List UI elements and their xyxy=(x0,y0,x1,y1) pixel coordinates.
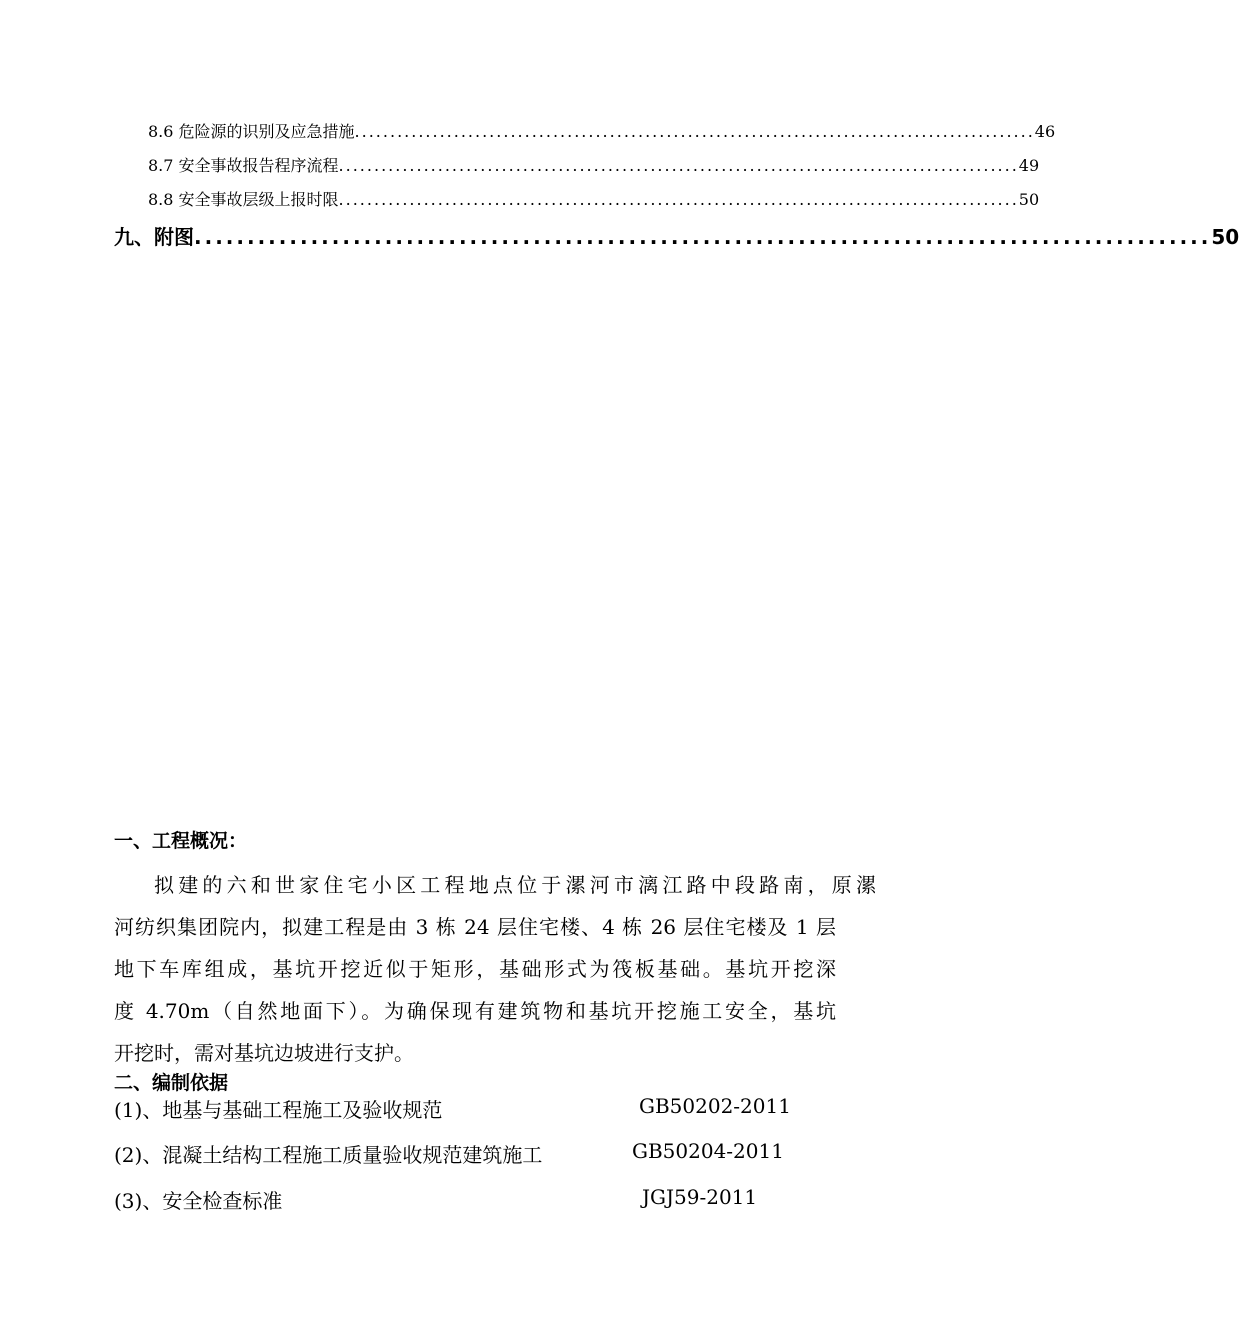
paragraph-line: 河纺织集团院内，拟建工程是由 3 栋 24 层住宅楼、4 栋 26 层住宅楼及 1 层 xyxy=(114,915,836,939)
toc-leader-dots: ................................................................................................ xyxy=(338,156,1019,175)
toc-leader-dots: ................................................................................................ xyxy=(354,122,1035,141)
basis-code: GB50202-2011 xyxy=(639,1094,791,1118)
section-heading: 二、编制依据 xyxy=(114,1072,229,1094)
toc-item[interactable] xyxy=(148,153,1040,176)
basis-code: JGJ59-2011 xyxy=(642,1185,758,1209)
toc-item[interactable] xyxy=(148,187,1040,210)
section-heading: 一、工程概况： xyxy=(114,830,248,852)
basis-code: GB50204-2011 xyxy=(632,1139,784,1163)
toc-item-label: 8.8 安全事故层级上报时限 xyxy=(148,190,339,209)
basis-text: (2)、混凝土结构工程施工质量验收规范建筑施工 xyxy=(114,1143,543,1167)
paragraph-line: 开挖时，需对基坑边坡进行支护。 xyxy=(114,1041,414,1065)
basis-item xyxy=(114,1094,836,1123)
toc-leader-dots: ................................................................................................ xyxy=(338,190,1019,209)
toc-leader-dots: ................................................................................................ xyxy=(194,225,1212,249)
basis-item xyxy=(114,1139,836,1168)
paragraph-line: 度 4.70m（自然地面下）。为确保现有建筑物和基坑开挖施工安全，基坑 xyxy=(114,999,836,1023)
toc-item-label: 8.6 危险源的识别及应急措施 xyxy=(148,122,355,141)
toc-item-page: 49 xyxy=(1018,156,1040,175)
basis-text: (3)、安全检查标准 xyxy=(114,1189,283,1213)
toc-main-page: 50 xyxy=(1211,225,1239,249)
toc-item[interactable] xyxy=(148,119,1056,142)
toc-main-label: 九、附图 xyxy=(114,225,194,249)
toc-item-page: 50 xyxy=(1018,190,1040,209)
basis-item xyxy=(114,1185,836,1214)
basis-text: (1)、地基与基础工程施工及验收规范 xyxy=(114,1098,443,1122)
paragraph-line: 拟建的六和世家住宅小区工程地点位于漯河市漓江路中段路南，原漯 xyxy=(154,873,876,897)
toc-item-page: 46 xyxy=(1034,122,1056,141)
toc-item-label: 8.7 安全事故报告程序流程 xyxy=(148,156,339,175)
toc-main-item[interactable] xyxy=(114,221,1239,250)
paragraph-line: 地下车库组成，基坑开挖近似于矩形，基础形式为筏板基础。基坑开挖深 xyxy=(114,957,836,981)
